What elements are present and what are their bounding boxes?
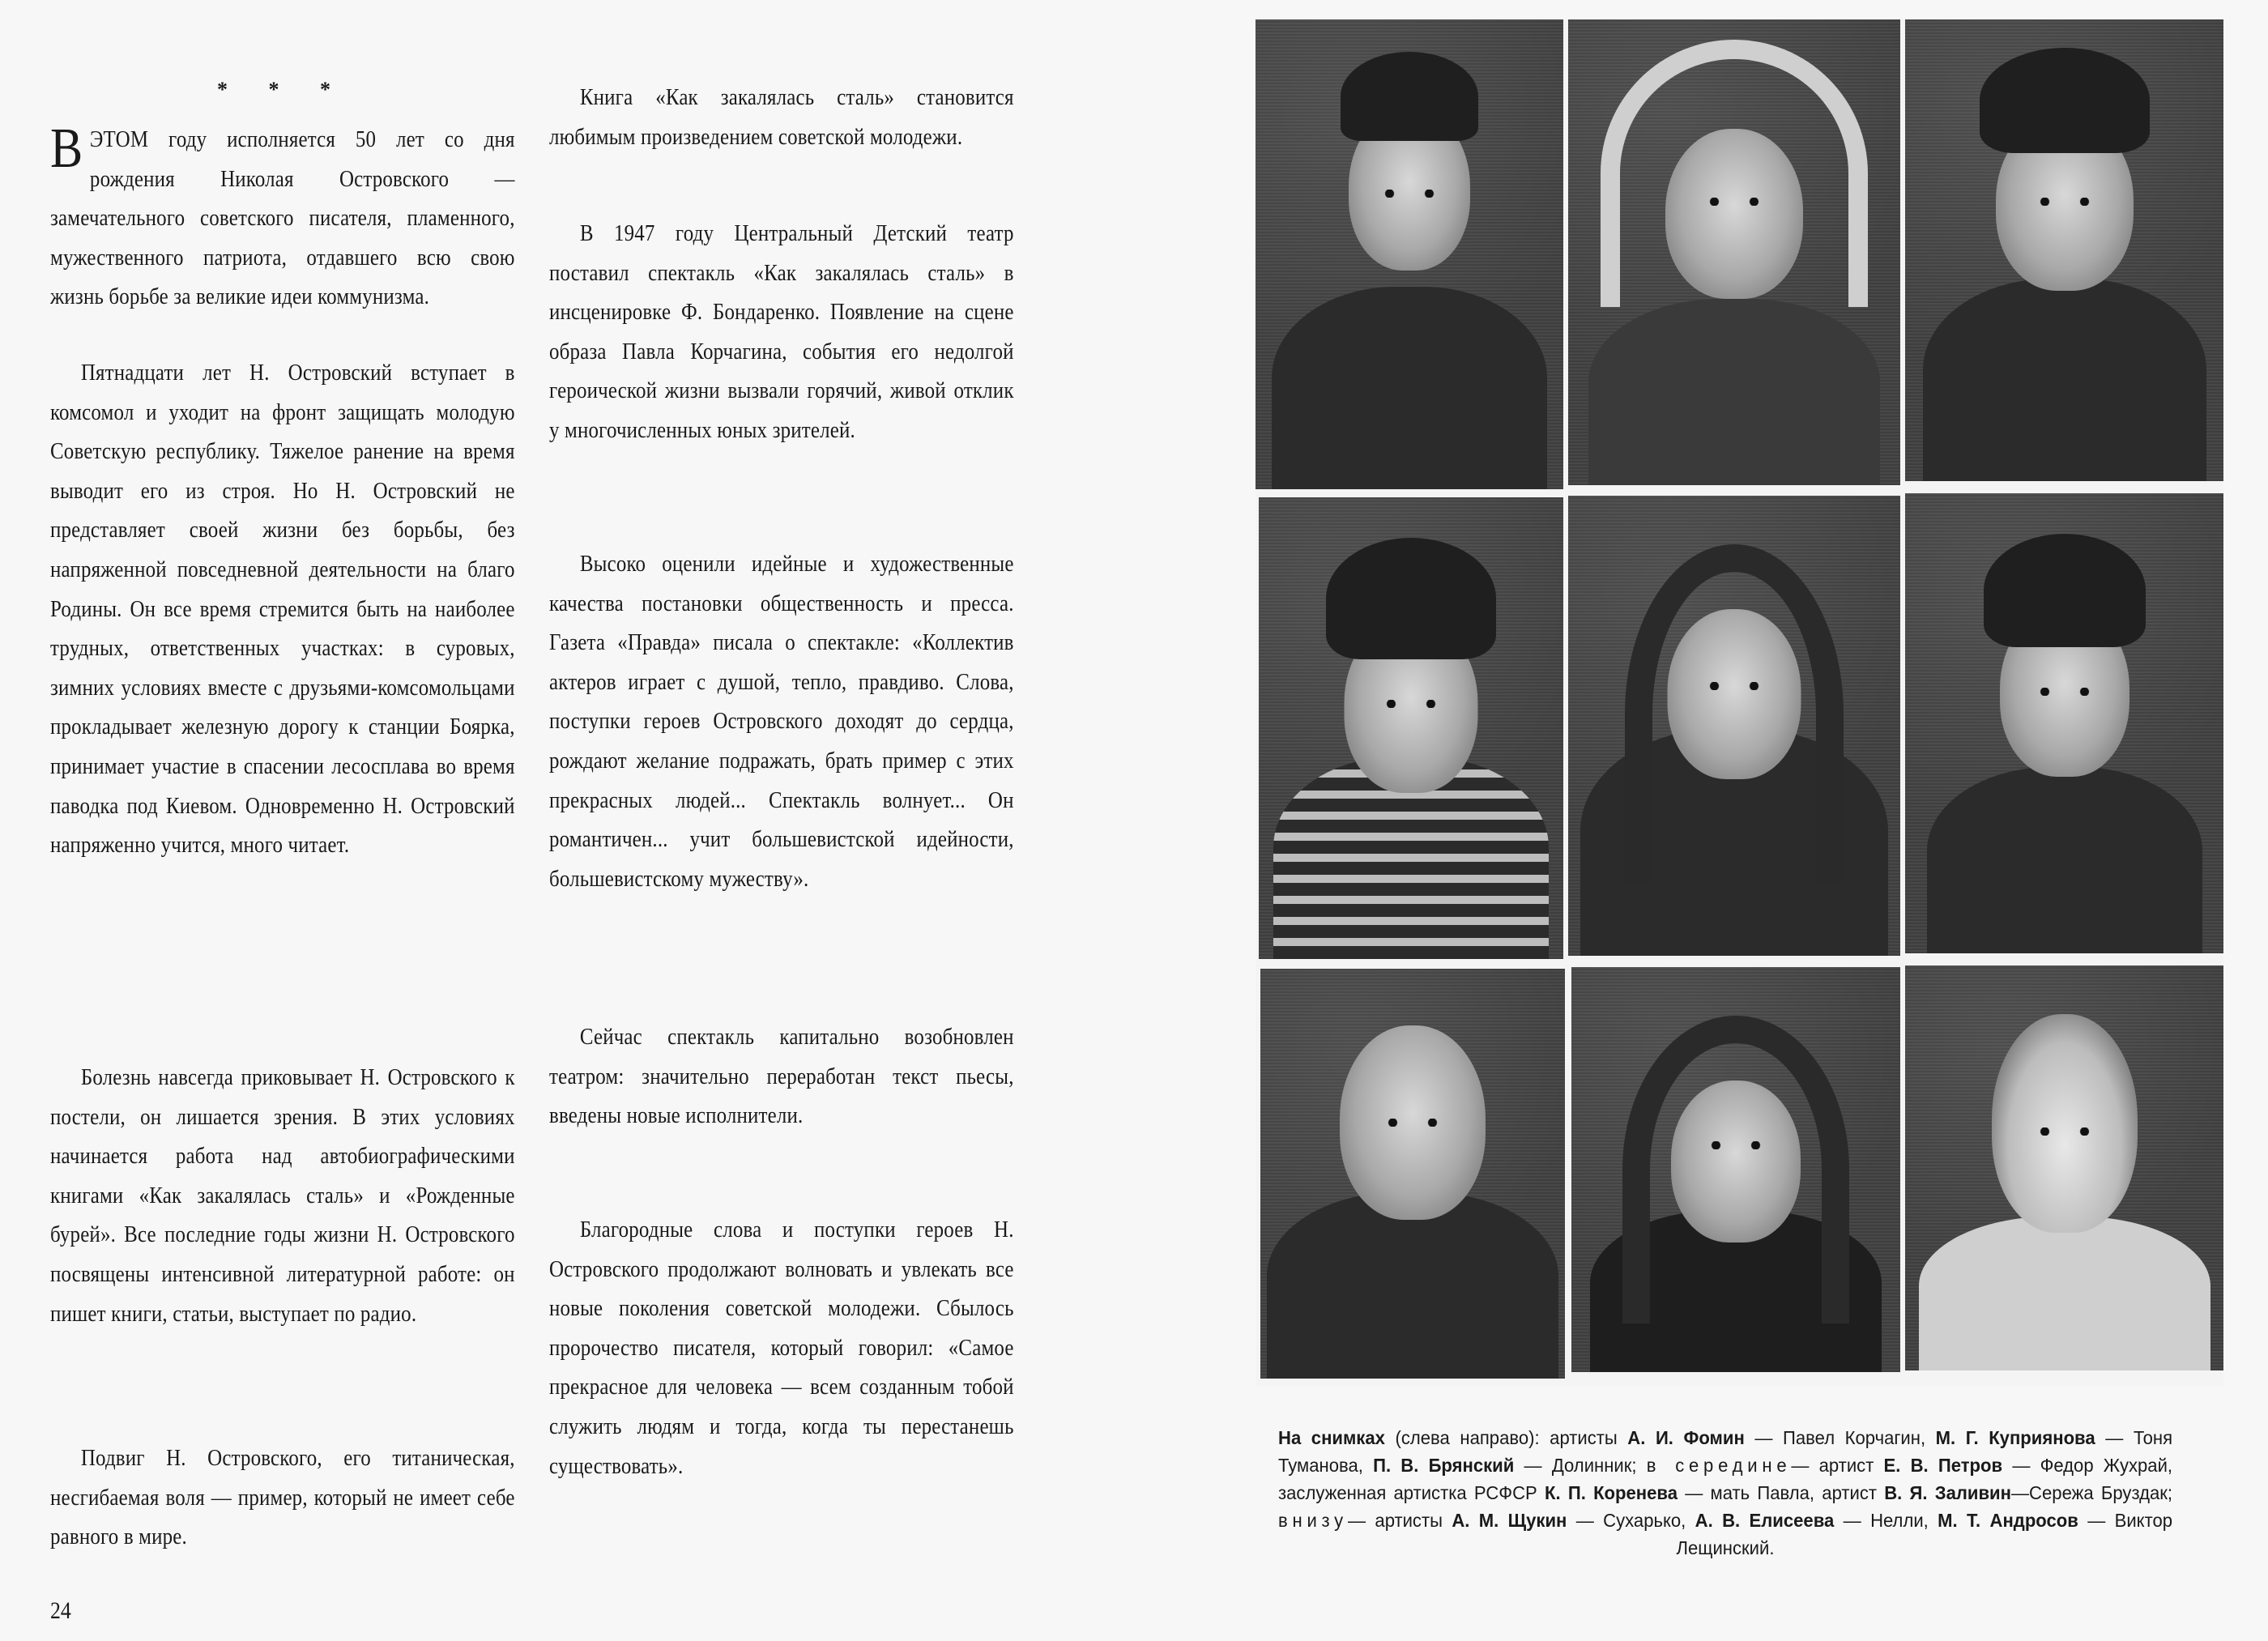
paragraph-text: ЭТОМ году исполняется 50 лет со дня рождения Николая Островского — замечательного советского писателя, пламенного, мужественного патриота, отдавшего всю свою жизнь борьбе за великие идеи коммунизма. bbox=[50, 126, 515, 310]
photo-caption bbox=[1278, 1424, 2172, 1562]
photo-grid bbox=[1256, 19, 2223, 1387]
paragraph-text: В 1947 году Центральный Детский театр поставил спектакль «Как закалялась сталь» в инсценировке Ф. Бондаренко. Появление на сцене образа Павла Корчагина, события его недолгой героической жизни вызвали горячий, живой отклик у многочисленных юных зрителей. bbox=[549, 220, 1014, 443]
caption-text: — артисты bbox=[1347, 1510, 1443, 1531]
section-divider: * * * bbox=[217, 78, 348, 101]
caption-role: — мать Павла, артист bbox=[1685, 1482, 1877, 1503]
paragraph-book bbox=[549, 78, 1014, 156]
caption-role: — Сухарько, bbox=[1575, 1510, 1686, 1531]
photo-kupriyanova-tonya bbox=[1568, 19, 1900, 485]
paragraph-pravda-review bbox=[549, 544, 1014, 898]
photo-shchukin-sukharko bbox=[1260, 969, 1565, 1379]
caption-row-label: внизу bbox=[1278, 1510, 1348, 1531]
caption-role: —Сережа Бруздак; bbox=[2010, 1482, 2173, 1503]
caption-actor: А. И. Фомин bbox=[1627, 1427, 1745, 1448]
paragraph-text: Болезнь навсегда приковывает Н. Островского к постели, он лишается зрения. В этих условиях начинается работа над автобиографическими книгами «Как закалялась сталь» и «Рожденные бурей». Все последние годы жизни Н. Островского посвящены интенсивной литературной работе: он пишет книги, статьи, выступает по радио. bbox=[50, 1064, 515, 1327]
caption-actor: М. Г. Куприянова bbox=[1935, 1427, 2095, 1448]
caption-actor: М. Т. Андросов bbox=[1938, 1510, 2078, 1531]
photo-petrov-zhukhrai bbox=[1259, 497, 1563, 959]
paragraph-feat bbox=[50, 1439, 515, 1557]
paragraph-illness bbox=[50, 1058, 515, 1333]
caption-role: — Федор Жухрай, заслуженная артистка РСФСР bbox=[1278, 1455, 2173, 1503]
caption-actor: А. М. Щукин bbox=[1452, 1510, 1567, 1531]
photo-bryansky-dolinnik bbox=[1905, 19, 2223, 481]
photo-koreneva-mother bbox=[1568, 496, 1900, 956]
caption-actor: А. В. Елисеева bbox=[1695, 1510, 1835, 1531]
paragraph-text: Высоко оценили идейные и художественные качества постановки общественность и пресса. Газета «Правда» писала о спектакле: «Коллектив актеров играет с душой, тепло, правдиво. Слова, поступки героев Островского доходят до сердца, рождают желание подражать, брать пример с этих прекрасных людей... Спектакль волнует... Он романтичен... учит большевистской идейности, большевистскому мужеству». bbox=[549, 551, 1014, 892]
paragraph-theatre-1947 bbox=[549, 214, 1014, 450]
photo-fomin-korchagin bbox=[1256, 19, 1563, 489]
caption-role: — Павел Корчагин, bbox=[1754, 1427, 1926, 1448]
photo-zalivin-seryozha bbox=[1905, 493, 2223, 953]
caption-actor: Е. В. Петров bbox=[1883, 1455, 2003, 1476]
paragraph-komsomol bbox=[50, 353, 515, 865]
paragraph-revival bbox=[549, 1017, 1014, 1136]
caption-actor: П. В. Брянский bbox=[1373, 1455, 1515, 1476]
photo-androsov-leshchinsky bbox=[1905, 965, 2223, 1370]
paragraph-legacy bbox=[549, 1210, 1014, 1485]
paragraph-text: Книга «Как закалялась сталь» становится любимым произведением советской молодежи. bbox=[549, 84, 1014, 150]
right-page bbox=[1134, 0, 2268, 1641]
page-number: 24 bbox=[50, 1597, 71, 1624]
caption-actor: В. Я. Заливин bbox=[1884, 1482, 2011, 1503]
caption-role: — Долинник; bbox=[1524, 1455, 1637, 1476]
photo-eliseeva-nelli bbox=[1571, 967, 1900, 1372]
caption-role: — Нелли, bbox=[1843, 1510, 1929, 1531]
caption-row-label: в середине bbox=[1646, 1455, 1792, 1476]
caption-text: (слева направо): артисты bbox=[1395, 1427, 1618, 1448]
caption-role: — Виктор Лещинский. bbox=[1676, 1510, 2173, 1558]
caption-actor: К. П. Коренева bbox=[1544, 1482, 1678, 1503]
caption-text: — артист bbox=[1791, 1455, 1874, 1476]
paragraph-text: Сейчас спектакль капитально возобновлен театром: значительно переработан текст пьесы, введены новые исполнители. bbox=[549, 1024, 1014, 1129]
caption-lead: На снимках bbox=[1278, 1427, 1385, 1448]
paragraph-intro bbox=[50, 117, 515, 317]
caption-role: — Тоня Туманова, bbox=[1278, 1427, 2173, 1476]
paragraph-text: Благородные слова и поступки героев Н. Островского продолжают волновать и увлекать все новые поколения советской молодежи. Сбылось пророчество писателя, который говорил: «Самое прекрасное для человека — всем созданным тобой служить людям и тогда, когда ты перестанешь существовать». bbox=[549, 1217, 1014, 1479]
drop-cap: В bbox=[50, 117, 83, 180]
paragraph-text: Пятнадцати лет Н. Островский вступает в комсомол и уходит на фронт защищать молодую Советскую республику. Тяжелое ранение на время выводит его из строя. Но Н. Островский не представляет своей жизни без борьбы, без напряженной повседневной деятельности на благо Родины. Он все время стремится быть на наиболее трудных, ответственных участках: в суровых, зимних условиях вместе с друзьями-комсомольцами прокладывает железную дорогу к станции Боярка, принимает участие в спасении лесосплава во время паводка под Киевом. Одновременно Н. Островский напряженно учится, много читает. bbox=[50, 360, 515, 859]
paragraph-text: Подвиг Н. Островского, его титаническая, несгибаемая воля — пример, который не имеет себе равного в мире. bbox=[50, 1445, 515, 1550]
